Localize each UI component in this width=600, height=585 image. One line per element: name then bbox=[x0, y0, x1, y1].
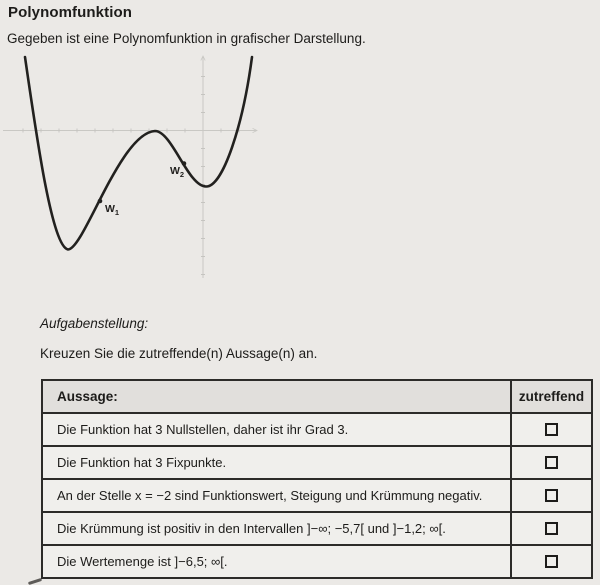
table-header-row bbox=[43, 381, 591, 412]
checkbox-row-2[interactable] bbox=[545, 456, 558, 469]
statement-table bbox=[41, 379, 593, 579]
inflection-label-w1: $W_1$ bbox=[105, 203, 120, 217]
statement-text: Die Funktion hat 3 Nullstellen, daher ist ihr Grad 3. bbox=[43, 414, 512, 445]
table-row bbox=[43, 544, 591, 577]
task-instruction: Kreuzen Sie die zutreffende(n) Aussage(n) an. bbox=[40, 346, 318, 361]
statement-text: An der Stelle x = −2 sind Funktionswert, Steigung und Krümmung negativ. bbox=[43, 480, 512, 511]
scan-artifact bbox=[28, 578, 42, 585]
page-title: Polynomfunktion bbox=[8, 4, 132, 21]
table-row bbox=[43, 511, 591, 544]
polynomial-curve bbox=[25, 57, 252, 250]
check-cell bbox=[512, 414, 591, 445]
statement-text: Die Krümmung ist positiv in den Intervallen ]−∞; −5,7[ und ]−1,2; ∞[. bbox=[43, 513, 512, 544]
check-cell bbox=[512, 513, 591, 544]
checkbox-row-3[interactable] bbox=[545, 489, 558, 502]
table-row bbox=[43, 445, 591, 478]
header-statement: Aussage: bbox=[43, 381, 512, 412]
inflection-label-w2: $W_2$ bbox=[170, 165, 185, 179]
table-row bbox=[43, 412, 591, 445]
statement-text: Die Wertemenge ist ]−6,5; ∞[. bbox=[43, 546, 512, 577]
header-check: zutreffend bbox=[518, 389, 585, 404]
checkbox-row-5[interactable] bbox=[545, 555, 558, 568]
check-cell bbox=[512, 480, 591, 511]
check-cell bbox=[512, 546, 591, 577]
intro-text: Gegeben ist eine Polynomfunktion in grafischer Darstellung. bbox=[7, 31, 366, 46]
axis-ticks bbox=[23, 77, 239, 275]
check-cell bbox=[512, 447, 591, 478]
checkbox-row-1[interactable] bbox=[545, 423, 558, 436]
task-label: Aufgabenstellung: bbox=[40, 316, 149, 331]
checkbox-row-4[interactable] bbox=[545, 522, 558, 535]
inflection-point-w2 bbox=[182, 161, 187, 166]
inflection-point-w1 bbox=[98, 199, 103, 204]
table-row bbox=[43, 478, 591, 511]
polynomial-graph bbox=[0, 50, 290, 295]
statement-text: Die Funktion hat 3 Fixpunkte. bbox=[43, 447, 512, 478]
